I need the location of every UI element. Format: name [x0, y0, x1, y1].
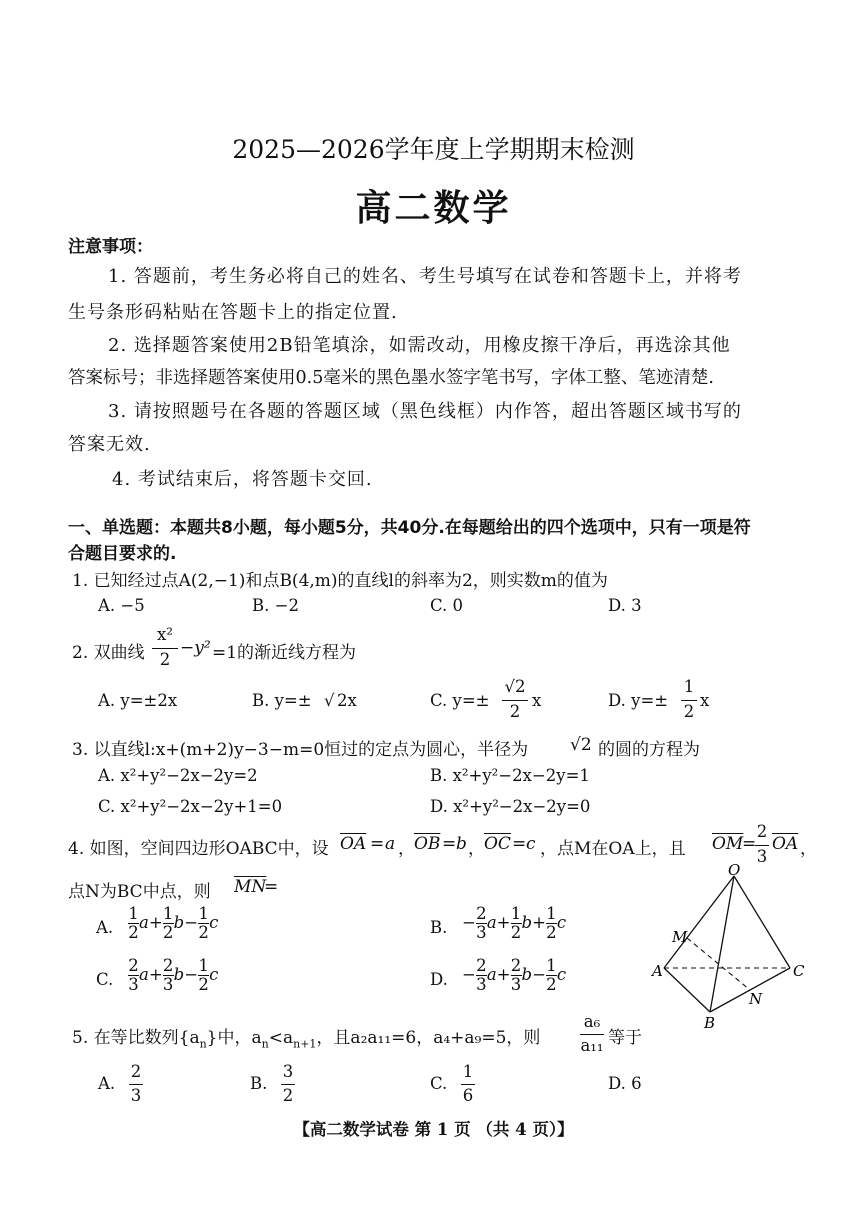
edge-ob	[710, 876, 734, 1012]
notice-item-2-line-2: 答案标号；非选择题答案使用0.5毫米的黑色墨水签字笔书写，字体工整、笔迹清楚.	[68, 368, 714, 388]
question-4-comma-3: ，	[800, 839, 817, 859]
question-2-fraction-bar	[152, 648, 178, 649]
notice-item-3-line-1: 3. 请按照题号在各题的答题区域（黑色线框）内作答，超出答题区域书写的	[108, 401, 742, 422]
label-c: C	[793, 962, 805, 980]
question-1-stem: 1. 已知经过点A(2,−1)和点B(4,m)的直线l的斜率为2，则实数m的值为	[72, 571, 608, 591]
question-2-minus-y2: −y²	[180, 638, 211, 658]
question-3-radius: √2	[570, 735, 592, 755]
question-4-mid: ，点M在OA上，且	[540, 839, 686, 859]
question-3-option-c: C. x²+y²−2x−2y+1=0	[98, 797, 283, 816]
question-4-eq-c: =	[512, 834, 527, 854]
question-2-d-bar	[681, 700, 697, 701]
label-a: A	[652, 962, 663, 980]
question-3-option-b: B. x²+y²−2x−2y=1	[430, 766, 590, 785]
question-3-stem-post: 的圆的方程为	[598, 740, 700, 760]
question-1-option-d: D. 3	[608, 596, 642, 615]
question-3-option-a: A. x²+y²−2x−2y=2	[98, 766, 258, 785]
label-o: O	[728, 862, 741, 879]
question-4-om-bar	[755, 845, 769, 846]
question-5-a-bar	[129, 1084, 143, 1085]
question-2-option-d-pre: D. y=±	[608, 691, 669, 710]
question-3-stem-pre: 3. 以直线l:x+(m+2)y−3−m=0恒过的定点为圆心，半径为	[72, 740, 529, 760]
question-2-d-num: 1	[683, 677, 695, 696]
question-4-option-b-expr: $-\frac{2}{3}a+\frac{1}{2}b+\frac{1}{2}c$	[462, 904, 567, 942]
question-5-den: a₁₁	[580, 1036, 604, 1055]
question-2-tail: =1的渐近线方程为	[212, 643, 357, 663]
notice-item-1-line-2: 生号条形码粘贴在答题卡上的指定位置.	[68, 302, 398, 323]
question-4-eq-a: =	[370, 834, 385, 854]
exam-title: 2025—2026学年度上学期期末检测	[232, 135, 635, 164]
segment-mn	[687, 938, 750, 990]
question-2-option-b-pre: B. y=±	[252, 691, 312, 710]
question-2-den: 2	[159, 650, 171, 669]
question-5-option-c: C.	[430, 1074, 448, 1093]
question-2-number: 2. 双曲线	[72, 643, 145, 663]
question-5-option-b: B.	[250, 1074, 268, 1093]
edge-oa	[664, 876, 734, 968]
edge-oc	[734, 876, 790, 968]
question-3-option-d: D. x²+y²−2x−2y=0	[430, 797, 591, 816]
question-4-line-2-pre: 点N为BC中点，则	[68, 882, 211, 902]
question-2-x2: x²	[157, 625, 173, 644]
question-4-option-d-label: D.	[430, 970, 448, 989]
question-4-option-a-label: A.	[96, 918, 114, 937]
label-m: M	[672, 928, 688, 946]
question-2-option-b-root: √	[324, 691, 335, 710]
question-2-c-bar	[502, 700, 528, 701]
question-2-option-c-pre: C. y=±	[430, 691, 490, 710]
notice-heading: 注意事项：	[68, 237, 153, 257]
section-heading-line-1: 一、单选题：本题共8小题，每小题5分，共40分.在每题给出的四个选项中，只有一项是符	[68, 518, 751, 538]
notice-item-2-line-1: 2. 选择题答案使用2B铅笔填涂，如需改动，用橡皮擦干净后，再选涂其他	[108, 335, 731, 356]
question-4-om-num: 2	[756, 822, 768, 841]
question-4-option-c-label: C.	[96, 970, 114, 989]
question-4-oa-2: $\overline{OA}$	[772, 834, 799, 854]
question-4-c-vec: c	[526, 834, 536, 854]
question-2-option-c-post: x	[532, 691, 542, 710]
question-4-oa: $\overline{OA}$	[340, 834, 367, 854]
question-2-c-den: 2	[509, 702, 521, 721]
section-heading-line-2: 合题目要求的.	[68, 544, 177, 564]
notice-item-1-line-1: 1. 答题前，考生务必将自己的姓名、考生号填写在试卷和答题卡上，并将考	[108, 266, 742, 287]
question-4-stem-pre: 4. 如图，空间四边形OABC中，设	[68, 839, 329, 859]
question-5-a-num: 2	[130, 1062, 142, 1081]
question-4-b-vec: b	[456, 834, 467, 854]
question-5-stem-end: 等于	[608, 1028, 642, 1048]
question-4-oc: $\overline{OC}$	[484, 834, 511, 854]
question-4-om: $\overline{OM}$	[712, 834, 744, 854]
question-2-option-a: A. y=±2x	[98, 691, 178, 710]
question-4-option-d-expr: $-\frac{2}{3}a+\frac{2}{3}b-\frac{1}{2}c$	[462, 956, 567, 994]
edge-ab	[664, 968, 710, 1012]
question-4-a-vec: a	[385, 834, 396, 854]
question-2-option-d-post: x	[700, 691, 710, 710]
question-4-option-a-expr: $\frac{1}{2}a+\frac{1}{2}b-\frac{1}{2}c$	[128, 904, 219, 942]
question-5-bar	[580, 1034, 604, 1035]
question-4-mn: $\overline{MN}$	[234, 877, 267, 897]
question-4-comma-1: ，	[398, 839, 415, 859]
notice-item-3-line-2: 答案无效.	[68, 434, 151, 455]
question-4-eq-om: =	[742, 834, 757, 854]
question-5-c-bar	[461, 1084, 475, 1085]
question-5-option-d: D. 6	[608, 1074, 642, 1093]
question-2-d-den: 2	[683, 702, 695, 721]
label-n: N	[749, 990, 763, 1008]
question-1-option-c: C. 0	[430, 596, 464, 615]
question-2-option-b-post: 2x	[337, 691, 357, 710]
question-5-stem: 5. 在等比数列$\{a_n\}$中，$a_n<a_{n+1}$，且a₂a₁₁=6，a₄+a₉=5，则	[72, 1028, 541, 1051]
question-2-c-num: √2	[504, 677, 526, 696]
question-4-om-den: 3	[756, 847, 768, 866]
tetrahedron-figure	[648, 862, 818, 1032]
page-footer: 【高二数学试卷 第 1 页 （共 4 页）】	[293, 1120, 574, 1139]
question-4-eq-b: =	[442, 834, 457, 854]
question-5-c-num: 1	[462, 1062, 474, 1081]
question-5-option-a: A.	[98, 1074, 116, 1093]
question-4-option-c-expr: $\frac{2}{3}a+\frac{2}{3}b-\frac{1}{2}c$	[128, 956, 219, 994]
question-4-comma-2: ，	[468, 839, 485, 859]
question-5-a-den: 3	[130, 1086, 142, 1105]
question-1-option-a: A. −5	[98, 596, 145, 615]
question-1-option-b: B. −2	[252, 596, 299, 615]
subject-title: 高二数学	[355, 187, 512, 229]
question-5-b-bar	[281, 1084, 295, 1085]
question-4-eq-mn: =	[264, 877, 279, 897]
question-5-b-num: 3	[282, 1062, 294, 1081]
label-b: B	[704, 1014, 716, 1032]
question-5-c-den: 6	[462, 1086, 474, 1105]
notice-item-4: 4. 考试结束后，将答题卡交回.	[112, 469, 373, 490]
question-5-b-den: 2	[282, 1086, 294, 1105]
question-4-ob: $\overline{OB}$	[414, 834, 441, 854]
question-4-option-b-label: B.	[430, 918, 448, 937]
question-5-num: a₆	[583, 1012, 601, 1031]
